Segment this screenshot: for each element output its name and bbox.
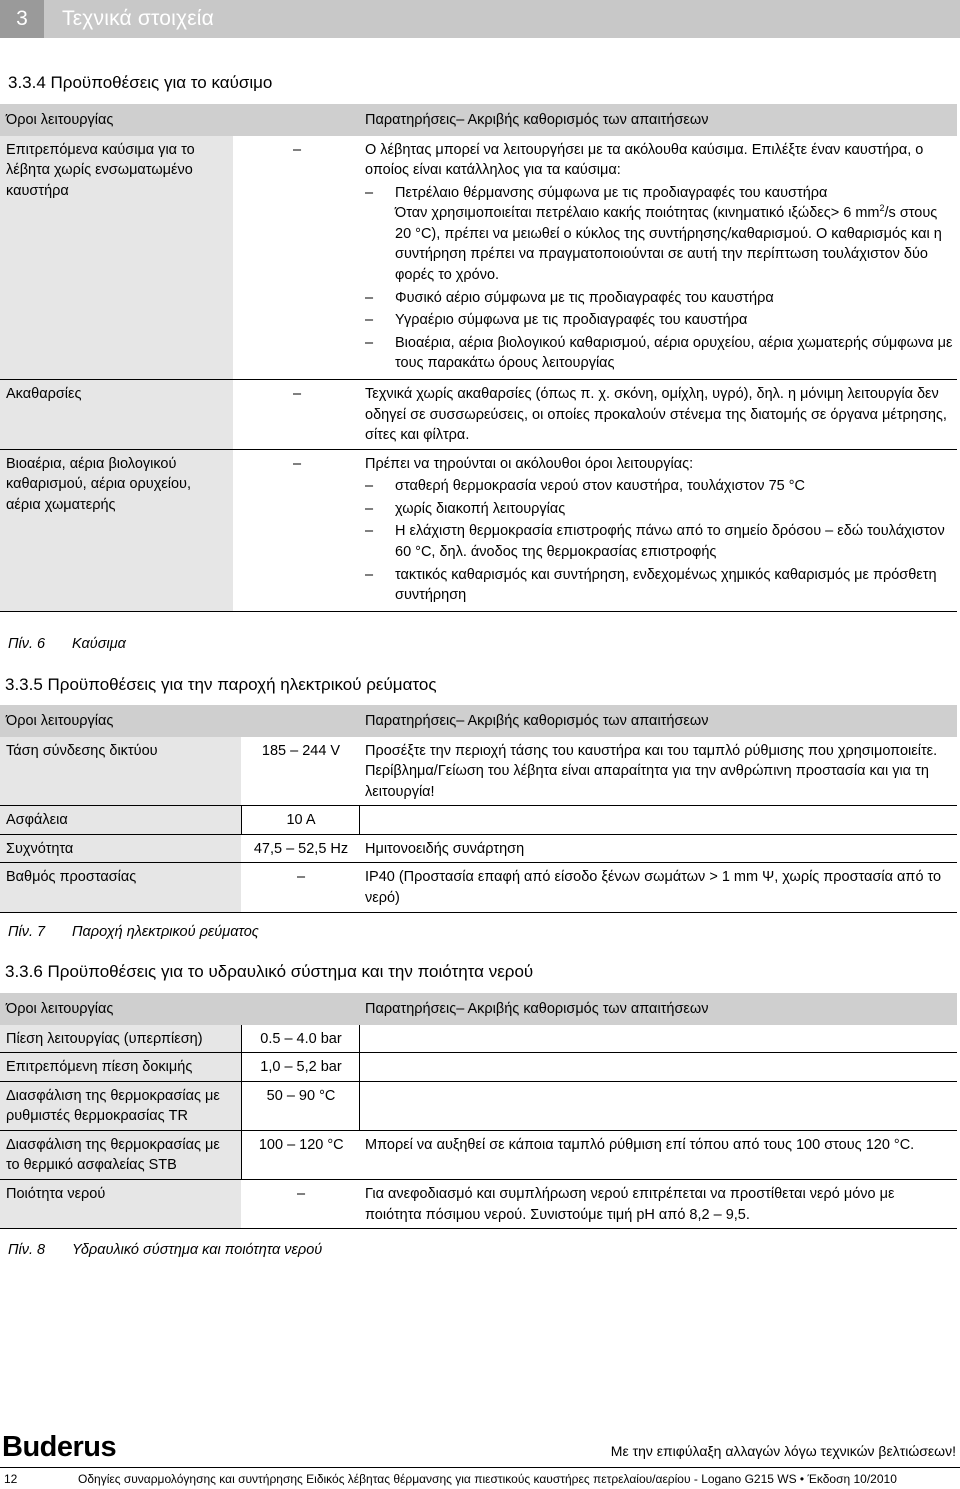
list-item — [365, 521, 953, 562]
table-row — [0, 806, 957, 835]
table-header-row — [0, 993, 957, 1025]
row-remarks: Προσέξτε την περιοχή τάσης του καυστήρα και του ταμπλό ρύθμισης που χρησιμοποιείτε. Περίβλημα/Γείωση του λέβητα είναι απαραίτητα για την ανθρώπινη προστασία και για τη λειτουργία! — [359, 737, 957, 806]
row-label: Πίεση λειτουργίας (υπερπίεση) — [0, 1025, 241, 1053]
footer-document-info: Οδηγίες συναρμολόγησης και συντήρησης Ειδικός λέβητας θέρμανσης για πιεστικούς καυστήρες πετρελαίου/αερίου - Logano G215 WS • Έκδοση 10/2010 — [78, 1472, 897, 1486]
electrical-table — [0, 705, 957, 913]
row-label: Συχνότητα — [0, 834, 241, 863]
table-row — [0, 863, 957, 912]
row-value: 47,5 – 52,5 Hz — [241, 834, 359, 863]
table-caption-text: Καύσιμα — [72, 636, 126, 652]
table-header-row — [0, 705, 957, 737]
disclaimer-note: Με την επιφύλαξη αλλαγών λόγω τεχνικών βελτιώσεων! — [610, 1443, 956, 1459]
row-value: 0.5 – 4.0 bar — [241, 1025, 359, 1053]
page-number: 12 — [4, 1472, 18, 1486]
dash-bullet: – — [365, 523, 374, 540]
dash-bullet: – — [365, 334, 374, 351]
chapter-title: Τεχνικά στοιχεία — [62, 7, 214, 31]
row-value: 100 – 120 °C — [241, 1130, 359, 1179]
list-item-text: Υγραέριο σύμφωνα με τις προδιαγραφές του καυστήρα — [395, 312, 748, 329]
row-value: – — [241, 863, 359, 912]
list-item-text: τακτικός καθαρισμός και συντήρηση, ενδεχομένως χημικός καθαρισμός με πρόσθετη συντήρηση — [395, 566, 937, 604]
row-label: Διασφάλιση της θερμοκρασίας με ρυθμιστές θερμοκρασίας TR — [0, 1081, 241, 1130]
table-caption-text: Παροχή ηλεκτρικού ρεύματος — [72, 924, 259, 940]
dash-bullet: – — [365, 184, 374, 201]
table-row — [0, 834, 957, 863]
row-value: 10 A — [241, 806, 359, 835]
table-row — [0, 1025, 957, 1053]
row-remarks: Ημιτονοειδής συνάρτηση — [359, 834, 957, 863]
buderus-logo: Buderus — [2, 1431, 117, 1463]
chapter-number: 3 — [0, 0, 44, 38]
list-item-text: Βιοαέρια, αέρια βιολογικού καθαρισμού, αέρια ορυχείου, αέρια χωματερής σύμφωνα με τους παρακάτω όρους λειτουργίας — [395, 334, 953, 372]
fuels-intro: Ο λέβητας μπορεί να λειτουργήσει με τα ακόλουθα καύσιμα. Επιλέξτε έναν καυστήρα, ο οποίος είναι κατάλληλος για τα καύσιμα: — [365, 141, 924, 179]
column-header-remarks: Παρατηρήσεις– Ακριβής καθορισμός των απαιτήσεων — [359, 993, 957, 1025]
fuel-table — [0, 104, 957, 612]
row-label: Διασφάλιση της θερμοκρασίας με το θερμικό ασφαλείας STB — [0, 1130, 241, 1179]
list-item-text: χωρίς διακοπή λειτουργίας — [395, 500, 566, 517]
row-remarks-biogas — [359, 449, 957, 611]
section-title-336: 3.3.6 Προϋποθέσεις για το υδραυλικό σύστημα και την ποιότητα νερού — [5, 962, 534, 981]
row-value: 185 – 244 V — [241, 737, 359, 806]
row-remarks: Μπορεί να αυξηθεί σε κάποια ταμπλό ρύθμιση επί τόπου από τους 100 στους 120 °C. — [359, 1130, 957, 1179]
table-header-row — [0, 104, 957, 136]
table-caption-number: Πίν. 7 — [8, 924, 46, 940]
table-caption-text: Υδραυλικό σύστημα και ποιότητα νερού — [72, 1242, 323, 1258]
note-text-b: /s στους 20 °C), πρέπει να μειωθεί ο κύκλος της συντήρησης/καθαρισμού. Ο καθαρισμός και η συντήρηση πρέπει να πραγματοποιούνται σε αυτή την περίπτωση τουλάχιστον δύο φορές το χρόνο. — [395, 205, 942, 284]
column-header-remarks: Παρατηρήσεις– Ακριβής καθορισμός των απαιτήσεων — [359, 104, 957, 136]
table-row — [0, 136, 957, 380]
table-row — [0, 1130, 957, 1179]
dash-bullet: – — [365, 312, 374, 329]
list-item-text: Η ελάχιστη θερμοκρασία επιστροφής πάνω από το σημείο δρόσου – εδώ τουλάχιστον 60 °C, δηλ. άνοδος της θερμοκρασίας επιστροφής — [395, 523, 945, 560]
list-item-text: Πετρέλαιο θέρμανσης σύμφωνα με τις προδιαγραφές του καυστήρα — [395, 184, 828, 201]
row-remarks-fuels — [359, 136, 957, 380]
row-label: Επιτρεπόμενη πίεση δοκιμής — [0, 1053, 241, 1082]
row-label-biogas: Βιοαέρια, αέρια βιολογικού καθαρισμού, αέρια ορυχείου, αέρια χωματερής — [0, 449, 233, 611]
row-remarks — [359, 1025, 957, 1053]
row-label-impurities: Ακαθαρσίες — [0, 379, 233, 449]
row-remarks — [359, 806, 957, 835]
table-row — [0, 1053, 957, 1082]
row-label: Ασφάλεια — [0, 806, 241, 835]
section-title-335: 3.3.5 Προϋποθέσεις για την παροχή ηλεκτρικού ρεύματος — [5, 675, 437, 694]
note-superscript: 2 — [879, 203, 885, 214]
row-label: Ποιότητα νερού — [0, 1180, 241, 1229]
table-caption-number: Πίν. 6 — [8, 636, 46, 652]
column-header-conditions: Όροι λειτουργίας — [0, 104, 233, 136]
list-item — [365, 288, 953, 309]
row-label-fuels: Επιτρεπόμενα καύσιμα για το λέβητα χωρίς ενσωματωμένο καυστήρα — [0, 136, 233, 380]
biogas-intro: Πρέπει να τηρούνται οι ακόλουθοι όροι λειτουργίας: — [365, 455, 694, 472]
dash-bullet: – — [365, 566, 374, 583]
row-remarks — [359, 1081, 957, 1130]
table-row — [0, 737, 957, 806]
list-item — [365, 565, 953, 606]
list-item — [365, 333, 953, 374]
row-dash: – — [233, 379, 359, 449]
row-value: 1,0 – 5,2 bar — [241, 1053, 359, 1082]
list-item-text: Φυσικό αέριο σύμφωνα με τις προδιαγραφές του καυστήρα — [395, 289, 774, 306]
table-caption-number: Πίν. 8 — [8, 1242, 46, 1258]
section-title-334: 3.3.4 Προϋποθέσεις για το καύσιμο — [8, 73, 273, 92]
row-remarks — [359, 1053, 957, 1082]
table-row — [0, 379, 957, 449]
row-value: 50 – 90 °C — [241, 1081, 359, 1130]
dash-bullet: – — [365, 478, 374, 495]
table-row — [0, 1180, 957, 1229]
hydraulic-table — [0, 993, 957, 1229]
column-header-conditions: Όροι λειτουργίας — [0, 993, 241, 1025]
note-text-a: Όταν χρησιμοποιείται πετρέλαιο κακής ποιότητας (κινηματικό ιξώδες> 6 mm — [395, 205, 880, 222]
table-row — [0, 449, 957, 611]
list-item-text: σταθερή θερμοκρασία νερού στον καυστήρα, τουλάχιστον 75 °C — [395, 478, 806, 495]
list-item — [365, 499, 953, 520]
list-item — [365, 476, 953, 497]
list-item — [365, 183, 953, 286]
fuel-list — [365, 183, 953, 374]
row-label: Τάση σύνδεσης δικτύου — [0, 737, 241, 806]
column-header-remarks: Παρατηρήσεις– Ακριβής καθορισμός των απαιτήσεων — [359, 705, 957, 737]
footer-divider — [0, 1467, 960, 1468]
row-value: – — [241, 1180, 359, 1229]
dash-bullet: – — [365, 289, 374, 306]
row-remarks: IP40 (Προστασία επαφή από είσοδο ξένων σωμάτων > 1 mm Ψ, χωρίς προστασία από το νερό) — [359, 863, 957, 912]
list-item-note — [395, 205, 942, 283]
table-row — [0, 1081, 957, 1130]
dash-bullet: – — [365, 500, 374, 517]
row-remarks-impurities: Τεχνικά χωρίς ακαθαρσίες (όπως π. χ. σκόνη, ομίχλη, υγρό), δηλ. η μόνιμη λειτουργία δεν οδηγεί σε συσσωρεύσεις, οι οποίες προκαλούν στένεμα της διατομής σε όργανα μέτρησης, σίτες και φίλτρα. — [359, 379, 957, 449]
row-dash: – — [233, 136, 359, 380]
row-label: Βαθμός προστασίας — [0, 863, 241, 912]
biogas-conditions-list — [365, 476, 953, 605]
row-dash: – — [233, 449, 359, 611]
column-header-conditions: Όροι λειτουργίας — [0, 705, 241, 737]
list-item — [365, 310, 953, 331]
row-remarks: Για ανεφοδιασμό και συμπλήρωση νερού επιτρέπεται να προστίθεται νερό μόνο με ποιότητα πόσιμου νερού. Συνιστούμε τιμή pH από 8,2 – 9,5. — [359, 1180, 957, 1229]
